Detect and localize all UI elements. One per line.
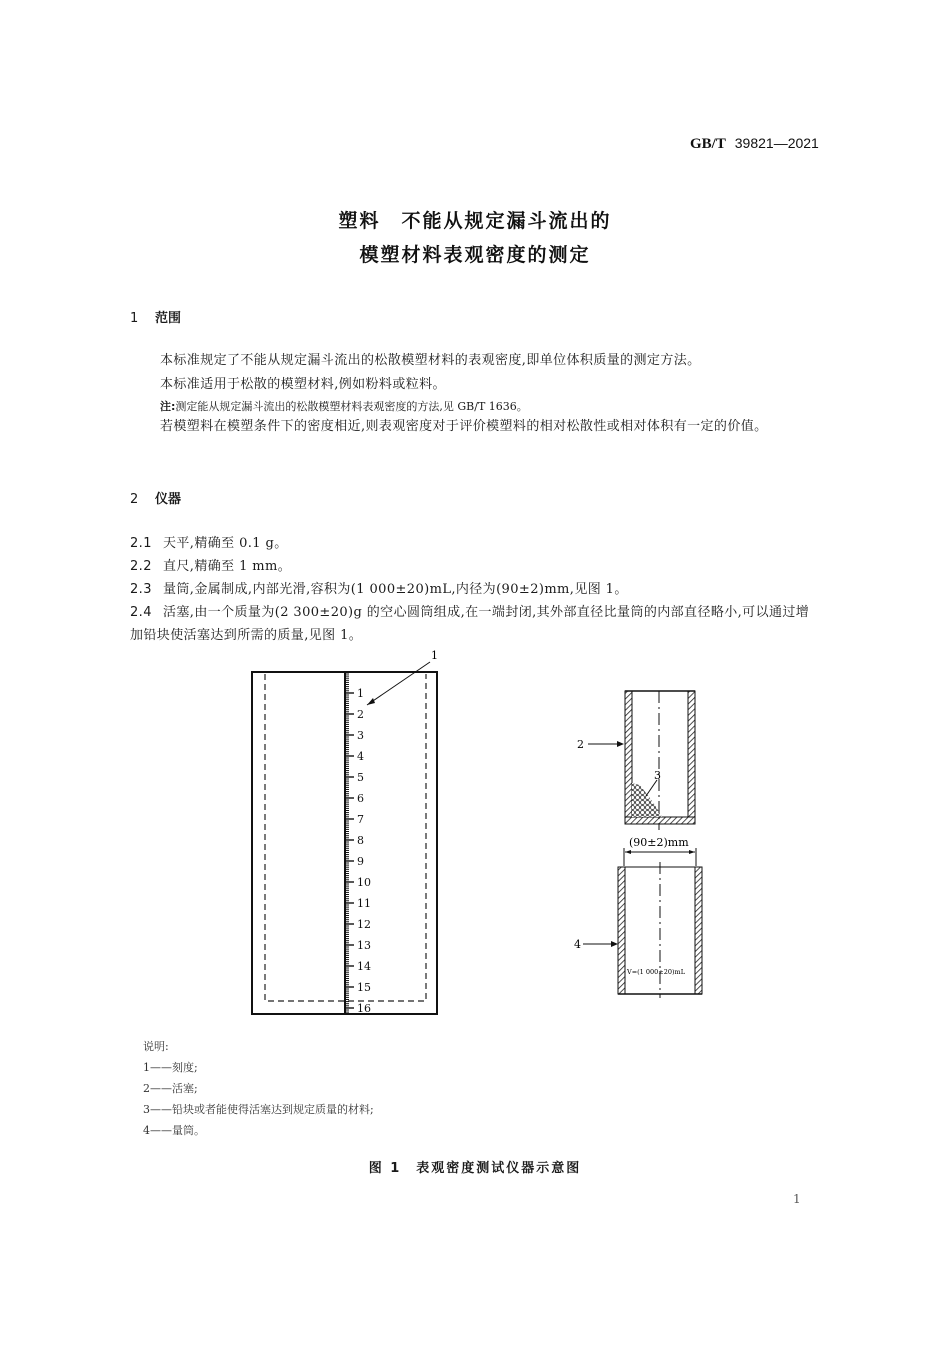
ruler-mark-label: 6 xyxy=(357,792,364,805)
section-title: 仪器 xyxy=(155,492,182,507)
document-title-line-2: 模塑材料表观密度的测定 xyxy=(359,244,591,266)
figure-legend xyxy=(143,1036,374,1141)
volume-label: V=(1 000±20)mL xyxy=(627,968,686,976)
page-number: 1 xyxy=(793,1192,801,1206)
callout-1-label: 1 xyxy=(431,649,438,662)
piston-diagram xyxy=(577,691,695,830)
ruler-mark-label: 15 xyxy=(357,981,371,994)
legend-item-4: 4——量筒。 xyxy=(143,1124,205,1137)
figure-caption: 图 1 表观密度测试仪器示意图 xyxy=(368,1161,582,1176)
scope-paragraph-1: 本标准规定了不能从规定漏斗流出的松散模塑材料的表观密度,即单位体积质量的测定方法。 xyxy=(160,353,701,368)
legend-item-2: 2——活塞; xyxy=(143,1082,198,1095)
ruler-mark-label: 5 xyxy=(357,771,364,784)
clause-number: 2.4 xyxy=(130,605,152,620)
callout-4-label: 4 xyxy=(574,938,581,951)
clause-number: 2.3 xyxy=(130,582,152,597)
callout-2-label: 2 xyxy=(577,738,584,751)
ruler-mark-label: 2 xyxy=(357,708,364,721)
scope-paragraph-2: 本标准适用于松散的模塑材料,例如粉料或粒料。 xyxy=(160,377,446,392)
section-number: 2 xyxy=(130,492,139,507)
callout-3-label: 3 xyxy=(654,769,661,782)
measuring-cylinder-diagram xyxy=(574,836,702,998)
ruler-mark-label: 9 xyxy=(357,855,364,868)
measuring-cylinder-with-scale xyxy=(252,649,438,1015)
standard-number: 39821—2021 xyxy=(734,135,819,151)
clause-text: 量筒,金属制成,内部光滑,容积为(1 000±20)mL,内径为(90±2)mm,见图 1。 xyxy=(163,582,628,597)
ruler-mark-label: 13 xyxy=(357,939,371,952)
ruler-mark-label: 3 xyxy=(357,729,364,742)
diameter-label: (90±2)mm xyxy=(629,836,689,849)
standard-prefix: GB/T xyxy=(690,136,726,152)
clause-text: 活塞,由一个质量为(2 300±20)g 的空心圆筒组成,在一端封闭,其外部直径比量筒的内部直径略小,可以通过增加铅块使活塞达到所需的质量,见图 1。 xyxy=(130,605,810,643)
ruler-mark-label: 4 xyxy=(357,750,364,763)
document-title-line-1: 塑料 不能从规定漏斗流出的 xyxy=(338,210,612,232)
section-title: 范围 xyxy=(155,311,182,326)
ruler-mark-label: 8 xyxy=(357,834,364,847)
legend-title: 说明: xyxy=(143,1040,169,1053)
legend-item-3: 3——铅块或者能使得活塞达到规定质量的材料; xyxy=(143,1103,374,1116)
scope-paragraph-3: 若模塑料在模塑条件下的密度相近,则表观密度对于评价模塑料的相对松散性或相对体积有一定的价值。 xyxy=(160,419,768,434)
ruler-mark-label: 16 xyxy=(357,1002,371,1015)
note-text: 测定能从规定漏斗流出的松散模塑材料表观密度的方法,见 GB/T 1636。 xyxy=(175,400,528,413)
clause-number: 2.1 xyxy=(130,536,152,551)
ruler-mark-label: 10 xyxy=(357,876,371,889)
clause-text: 天平,精确至 0.1 g。 xyxy=(163,536,288,551)
legend-item-1: 1——刻度; xyxy=(143,1061,198,1074)
ruler-mark-label: 7 xyxy=(357,813,364,826)
ruler-mark-label: 11 xyxy=(357,897,371,910)
ruler-mark-label: 14 xyxy=(357,960,371,973)
ruler-mark-label: 12 xyxy=(357,918,371,931)
clause-text: 直尺,精确至 1 mm。 xyxy=(163,559,292,574)
clause-number: 2.2 xyxy=(130,559,152,574)
ruler-mark-label: 1 xyxy=(357,687,364,700)
section-number: 1 xyxy=(130,311,139,326)
note-label: 注: xyxy=(160,400,176,413)
